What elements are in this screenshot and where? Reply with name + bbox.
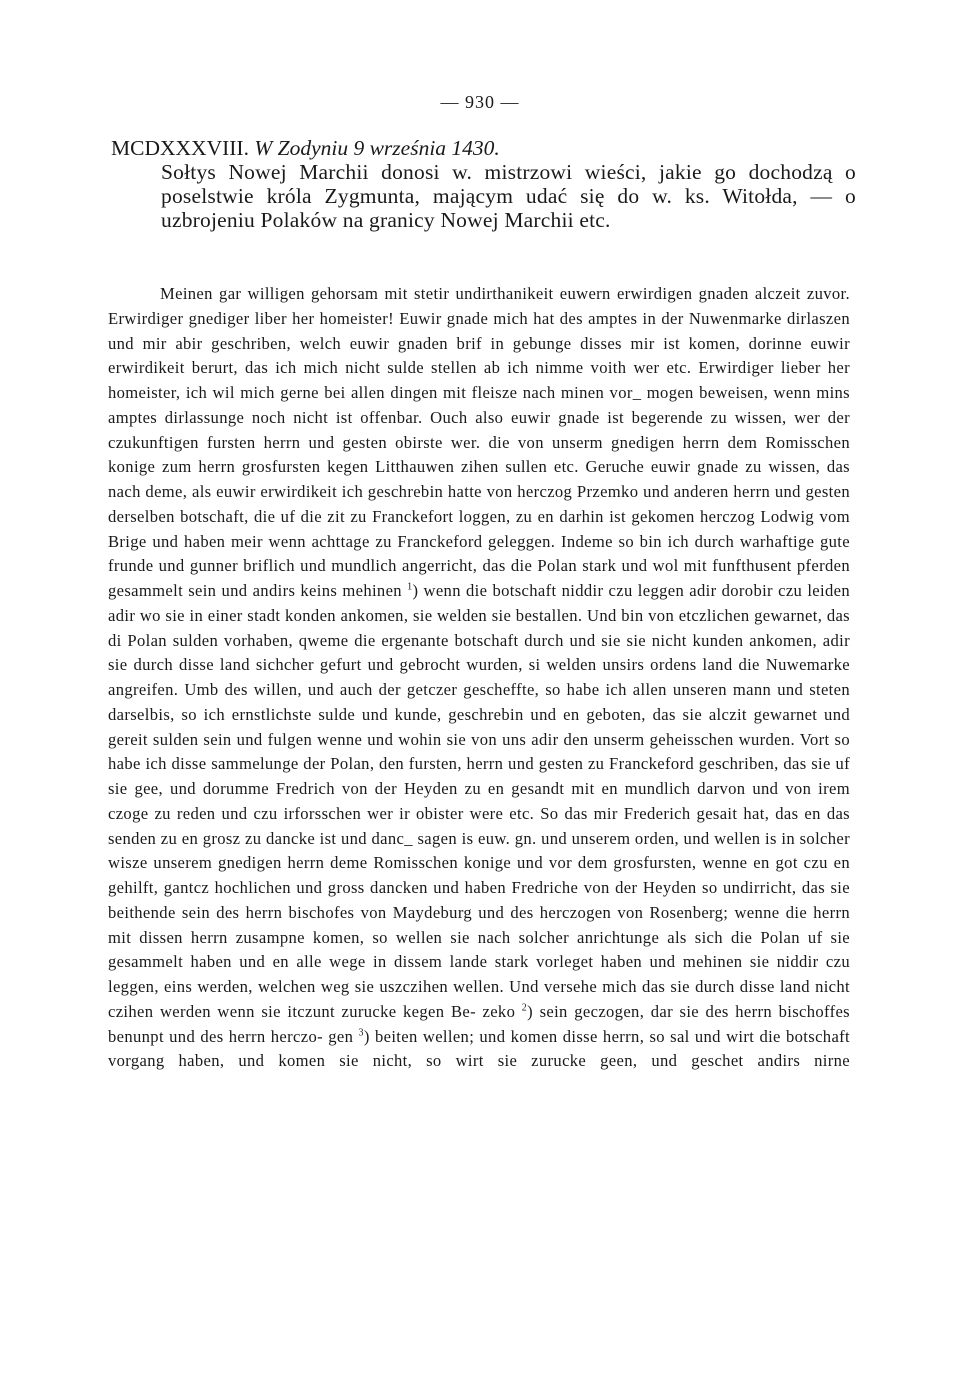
footnote-marker: 2	[521, 1002, 528, 1014]
letter-paragraph	[108, 282, 850, 1074]
letter-text: ) sein geczogen, dar sie des herrn bischoffes benunpt und des herrn herczo- gen	[108, 1001, 850, 1046]
letter-text: ) beiten wellen; und komen disse herrn, so sal und wirt die botschaft vorgang haben, und komen sie nicht, so wirt sie zurucke geen, und geschet andirs nirne	[108, 1026, 850, 1071]
document-header	[111, 136, 856, 232]
letter-text: Meinen gar willigen gehorsam mit stetir undirthanikeit euwern erwirdigen gnaden alczeit zuvor. Erwirdiger gnediger liber her homeister! Euwir gnade mich hat des amptes in der Nuwenmarke dirlaszen und mir abir geschriben, welch euwir gnaden brif in gebunge disses mir ist komen, dorinne euwir erwirdikeit berurt, das ich mich nicht sulde stellen ab ich nimme voith wer etc. Erwirdiger lieber her homeister, ich wil mich gerne bei allen dingen mit fleisze nach minen vor_ mogen beweisen, wenn mins amptes dirlassunge noch nicht ist offenbar. Ouch also euwir gnade ist begerende zu wissen, wer der czukunftigen fursten herrn und gesten obirste wer. die von unserm gnedigen herrn dem Romisschen konige zum herrn grosfursten kegen Litthauwen zihen sullen etc. Geruche euwir gnade zu wissen, das nach deme, als euwir erwirdikeit ich geschrebin hatte von herczog Przemko und anderen herrn und gesten derselben botschaft, die uf die zit zu Franckefort loggen, zu en darhin ist gekomen herczog Lodwig vom Brige und haben meir wenn achttage zu Franckeford geleggen. Indeme so bin ich durch warhaftige gute frunde und gunner briflich und mundlich angerricht, das die Polan stark und wol mit funfthusent pferden gesammelt sein und andirs keins mehinen	[108, 284, 850, 600]
footnote-marker: 3	[358, 1026, 364, 1038]
letter-text: ) wenn die botschaft niddir czu leggen adir dorobir czu leiden adir wo sie in einer stadt konden ankomen, sie welden sie bestallen. Und bin von etczlichen gewarnet, das di Polan sulden vorhaben, qweme die ergenante botschaft durch und sie sie nicht kunden ankomen, adir sie durch disse land sichcher gefurt und gebrocht wurden, si welden unsirs ordens land die Nuwemarke angreifen. Umb des willen, und auch der getczer gescheffte, so habe ich allen unseren mann und steten darselbis, so ich ernstlichste sulde und kunde, geschrebin und en geboten, das sie alczit gewarnet und gereit sulden sein und fulgen wenne und wohin sie von uns adir den unserm geheisschen wurden. Vort so habe ich disse sammelunge der Polan, den fursten, herrn und gesten zu Franckeford geschriben, das sie uf sie gee, und dorumme Fredrich von der Heyden zu en gesandt mit en mundlich darvon und von irem czoge zu reden und czu irforsschen wer ir obister were etc. So das mir Frederich gesait hat, das en das senden zu en grosz zu dancke ist und danc_ sagen is euw. gn. und unserem orden, und wellen is in solcher wisze unserem gnedigen herrn deme Romisschen konige und vor dem grosfursten, wenne en got czu en gehilft, gantcz hochlichen und gross dancken und haben Fredriche von der Heyden so undirricht, das sie beithende sein des herrn bischofes von Maydeburg und des herczogen von Rosenberg; wenne die herrn mit dissen herrn zusampne komen, so wellen sie nach solcher anrichtunge als sich die Polan uf sie gesammelt haben und en alle wege in dissem lande stark vorleget haben und mehinen sie niddir czu leggen, eins werden, welchen weg sie uszczihen wellen. Und versehe mich das sie durch disse land nicht czihen werden wenn sie itczunt zurucke kegen Be- zeko	[108, 581, 850, 1021]
document-heading	[111, 136, 856, 160]
document-dateline: W Zodyniu 9 września 1430.	[254, 136, 500, 160]
document-number: MCDXXXVIII.	[111, 136, 249, 160]
footnote-marker: 1	[407, 581, 413, 593]
letter-body	[108, 282, 850, 1074]
document-summary: Sołtys Nowej Marchii donosi w. mistrzowi wieści, jakie go dochodzą o poselstwie króla Zygmunta, mającym udać się do w. ks. Witołda, — o uzbrojeniu Polaków na granicy Nowej Marchii etc.	[161, 160, 856, 232]
page-number: — 930 —	[440, 92, 520, 112]
